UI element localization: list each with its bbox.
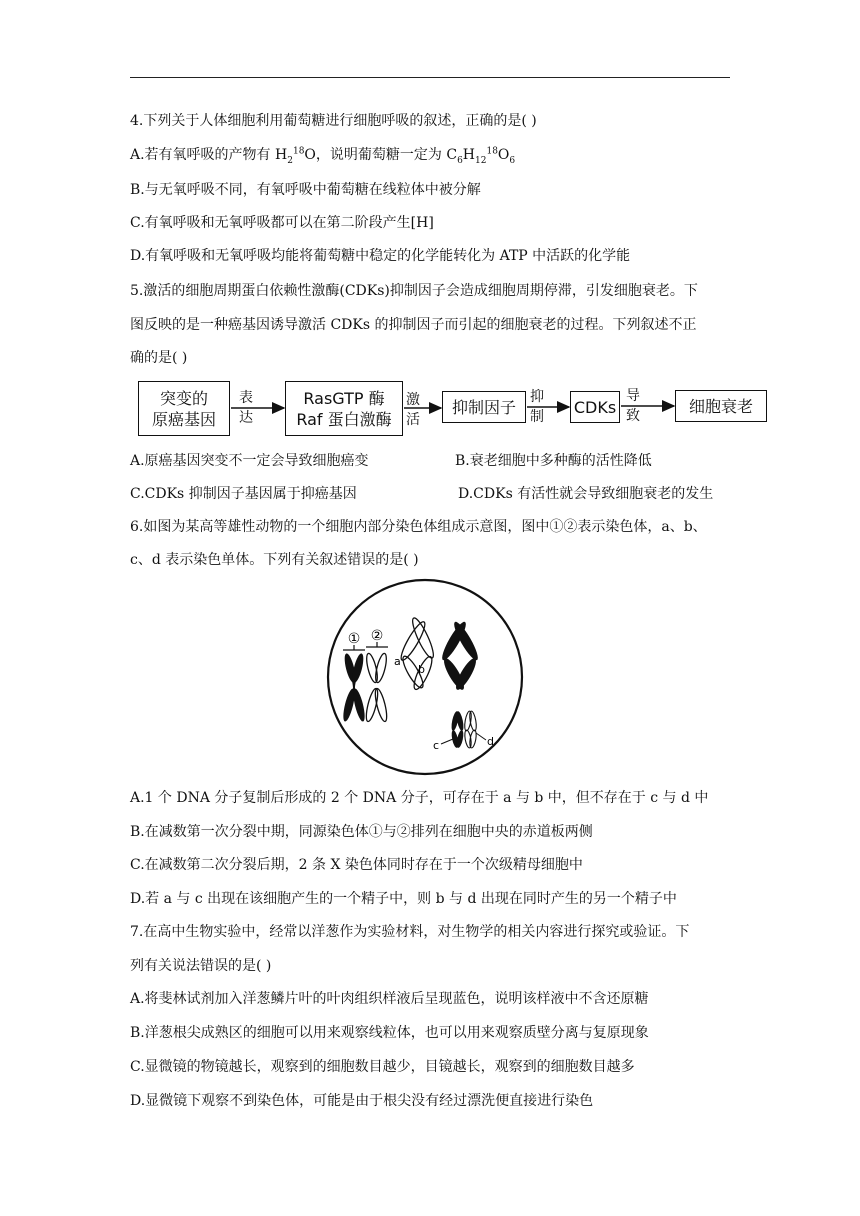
flow-label-express: 表达: [239, 390, 253, 426]
q4-option-b: B.与无氧呼吸不同，有氧呼吸中葡萄糖在线粒体中被分解: [130, 182, 481, 198]
flow-label-inhibit: 抑制: [530, 389, 544, 425]
flow-label-activate: 激活: [406, 392, 420, 428]
chromosome-2: [364, 652, 389, 722]
q4-option-a: A.若有氧呼吸的产物有 $H_2^{18}O$，说明葡萄糖一定为 $C_6H_{12}^{18}O_6$: [130, 146, 516, 166]
q7-stem-line2: 列有关说法错误的是( ): [130, 958, 272, 974]
label-chromatid-c: c: [433, 739, 440, 752]
q7-option-a: A.将斐林试剂加入洋葱鳞片叶的叶肉组织样液后呈现蓝色，说明该样液中不含还原糖: [130, 991, 649, 1007]
q5-option-d: D.CDKs 有活性就会导致细胞衰老的发生: [458, 486, 714, 502]
chromosome-outline-x: [398, 616, 437, 691]
q5-stem-line1: 5.激活的细胞周期蛋白依赖性激酶(CDKs)抑制因子会造成细胞周期停滞，引发细胞衰老。下: [130, 283, 698, 299]
q6-stem-line2: c、d 表示染色单体。下列有关叙述错误的是( ): [130, 552, 419, 568]
q7-option-d: D.显微镜下观察不到染色体，可能是由于根尖没有经过漂洗便直接进行染色: [130, 1093, 594, 1109]
q6-option-d: D.若 a 与 c 出现在该细胞产生的一个精子中，则 b 与 d 出现在同时产生的另一个精子中: [130, 891, 677, 907]
q5-option-a: A.原癌基因突变不一定会导致细胞癌变: [130, 453, 369, 469]
chromosome-small-solid: [450, 711, 465, 749]
q4-stem: 4.下列关于人体细胞利用葡萄糖进行细胞呼吸的叙述，正确的是( ): [130, 113, 537, 129]
q6-stem-line1: 6.如图为某高等雄性动物的一个细胞内部分染色体组成示意图，图中①②表示染色体，a、b、: [130, 519, 707, 535]
q7-stem-line1: 7.在高中生物实验中，经常以洋葱作为实验材料，对生物学的相关内容进行探究或验证。下: [130, 924, 690, 940]
flow-box-senescence: 细胞衰老: [675, 390, 767, 422]
chromosome-solid-x: [439, 619, 482, 692]
label-chromatid-a: a: [394, 655, 401, 668]
q5-option-c: C.CDKs 抑制因子基因属于抑癌基因: [130, 486, 357, 502]
label-chromosome-2: ②: [370, 628, 384, 644]
q7-option-c: C.显微镜的物镜越长，观察到的细胞数目越少，目镜越长，观察到的细胞数目越多: [130, 1059, 635, 1075]
q5-option-b: B.衰老细胞中多种酶的活性降低: [455, 453, 652, 469]
q6-option-c: C.在减数第二次分裂后期，2 条 X 染色体同时存在于一个次级精母细胞中: [130, 857, 583, 873]
flow-box-mutant-gene-line1: 突变的: [159, 388, 208, 408]
flow-label-cause: 导致: [626, 388, 640, 424]
q6-option-b: B.在减数第一次分裂中期，同源染色体①与②排列在细胞中央的赤道板两侧: [130, 824, 593, 840]
q5-stem-line2: 图反映的是一种癌基因诱导激活 CDKs 的抑制因子而引起的细胞衰老的过程。下列叙述不正: [130, 317, 697, 333]
chromosome-small-outline: [464, 711, 478, 749]
q7-option-b: B.洋葱根尖成熟区的细胞可以用来观察线粒体，也可以用来观察质壁分离与复原现象: [130, 1025, 649, 1041]
label-chromatid-d: d: [487, 735, 494, 748]
label-chromosome-1: ①: [347, 631, 361, 647]
flow-box-mutant-gene-line2: 原癌基因: [151, 409, 216, 429]
q6-option-a: A.1 个 DNA 分子复制后形成的 2 个 DNA 分子，可存在于 a 与 b 中，但不存在于 c 与 d 中: [130, 790, 709, 806]
flow-box-enzymes-line2: Raf 蛋白激酶: [296, 409, 392, 429]
q4-option-d: D.有氧呼吸和无氧呼吸均能将葡萄糖中稳定的化学能转化为 ATP 中活跃的化学能: [130, 248, 631, 264]
flow-box-enzymes-line1: RasGTP 酶: [303, 388, 385, 408]
q5-stem-line3: 确的是( ): [130, 350, 188, 366]
flow-box-cdks: CDKs: [570, 391, 620, 423]
chromosome-1: [341, 652, 367, 722]
q4-option-c: C.有氧呼吸和无氧呼吸都可以在第二阶段产生[H]: [130, 215, 434, 231]
flow-box-inhibitor: 抑制因子: [442, 391, 526, 423]
label-chromatid-b: b: [418, 663, 425, 676]
